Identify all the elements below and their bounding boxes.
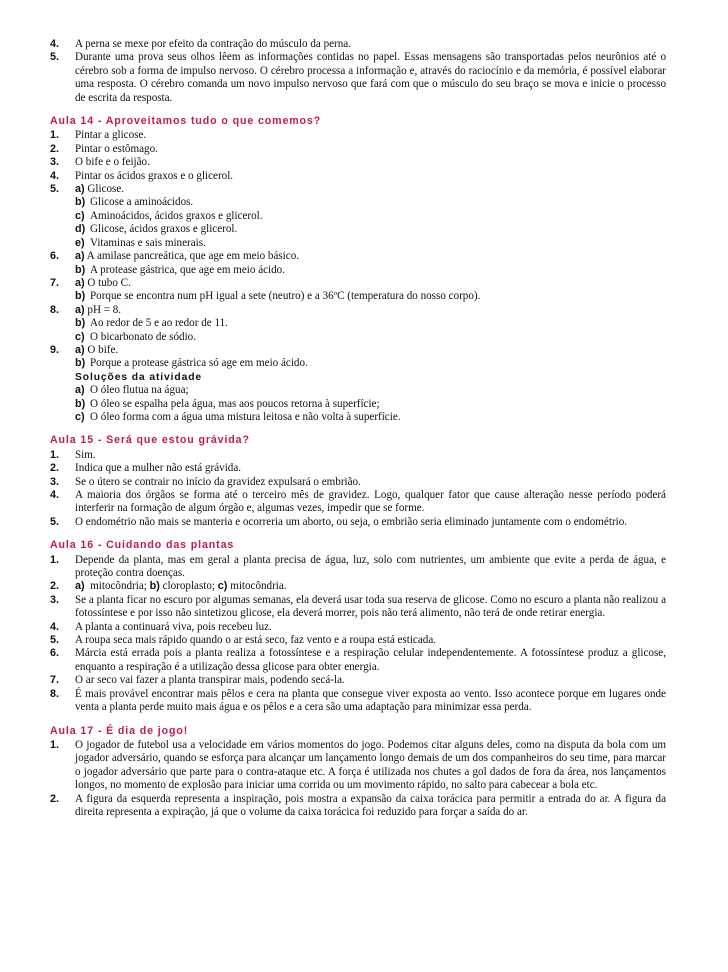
item-text: Márcia está errada pois a planta realiza a fotossíntese e a respiração celular independentemente. A fotossíntese produz a glicose, enquanto a respiração é a utilização dessa glicose para obter energia. (75, 647, 666, 673)
sub-letter: a) (75, 580, 85, 593)
answer-item (50, 344, 666, 357)
answer-item (50, 554, 666, 581)
sub-answer (50, 357, 666, 370)
item-number: 1. (50, 448, 60, 461)
sub-text: cloroplasto; (162, 580, 216, 593)
sub-text: Porque a protease gástrica só age em meio ácido. (90, 357, 308, 370)
item-number: 5. (50, 51, 60, 64)
answer-item (50, 647, 666, 674)
sub-letter: b) (75, 290, 86, 303)
item-number: 4. (50, 169, 60, 182)
answer-item (50, 277, 666, 290)
item-number: 3. (50, 593, 60, 606)
item-number: 4. (50, 489, 60, 501)
item-number: 1. (50, 129, 60, 142)
item-number: 3. (50, 156, 60, 169)
item-number: 7. (50, 276, 60, 289)
sub-answer (50, 196, 666, 209)
answer-item (50, 516, 666, 529)
sub-text: Aminoácidos, ácidos graxos e glicerol. (90, 209, 263, 222)
answer-item (50, 143, 666, 156)
sub-letter: c) (217, 580, 228, 593)
sub-answer (50, 237, 666, 250)
item-number: 4. (50, 620, 60, 633)
sub-letter: d) (75, 223, 86, 236)
sub-answer (50, 384, 666, 397)
item-number: 5. (50, 634, 60, 647)
sub-letter: a) (75, 183, 85, 196)
sub-letter: c) (75, 209, 85, 222)
sub-text: Glicose. (87, 183, 125, 196)
sub-answer (50, 210, 666, 223)
sub-text: A protease gástrica, que age em meio ácido. (90, 263, 285, 276)
sub-letter: b) (75, 357, 86, 370)
item-number: 5. (50, 183, 60, 196)
item-text: Durante uma prova seus olhos lêem as informações contidas no papel. Essas mensagens são transportadas pelos neurônios até o cérebro sob a forma de impulso nervoso. O cérebro processa a informação e, através do raciocínio e da memória, é possível elaborar uma resposta. O cérebro comanda um novo impulso nervoso que fará com que o músculo do seu braço se mova e inicie o processo de escrita da resposta. (75, 51, 666, 104)
item-number: 3. (50, 475, 60, 488)
solutions-heading: Soluções da atividade (75, 371, 203, 383)
answer-item (50, 489, 666, 516)
sub-text: O óleo se espalha pela água, mas aos poucos retorna à superfície; (90, 397, 380, 410)
sub-text: O óleo flutua na água; (90, 384, 189, 397)
answer-item (50, 793, 666, 820)
sub-letter: a) (75, 384, 85, 397)
sub-answer (50, 223, 666, 236)
sub-letter: b) (75, 397, 86, 410)
item-number: 6. (50, 647, 60, 660)
sub-letter: c) (75, 330, 85, 343)
item-text: A maioria dos órgãos se forma até o terceiro mês de gravidez. Logo, qualquer fator que cause alteração nesse período poderá interferir na formação de algum órgão e, algumas vezes, impedir que se forme. (75, 489, 666, 515)
answer-item (50, 51, 666, 105)
answer-item (50, 674, 666, 687)
answer-item (50, 594, 666, 621)
answer-item (50, 304, 666, 317)
sub-answer (50, 317, 666, 330)
sub-letter: b) (75, 263, 86, 276)
answer-item (50, 462, 666, 475)
sub-answer (50, 264, 666, 277)
sub-text: Glicose, ácidos graxos e glicerol. (90, 223, 238, 236)
sub-text: O bife. (87, 343, 119, 356)
sub-text: Glicose a aminoácidos. (90, 196, 194, 209)
item-text: Pintar a glicose. (75, 129, 147, 142)
answer-item (50, 250, 666, 263)
answer-item (50, 38, 666, 51)
item-number: 2. (50, 792, 60, 805)
answer-item (50, 183, 666, 196)
sub-letter: a) (75, 250, 85, 263)
item-text: A planta a continuará viva, pois recebeu luz. (75, 620, 272, 633)
item-text: O jogador de futebol usa a velocidade em vários momentos do jogo. Podemos citar alguns deles, como na disputa da bola com um jogador adversário, quando se esforça para alcançar um lançamento longo demais de um dos companheiros do seu time, para marcar o jogador adversário que parte para o contra-ataque etc. A força é utilizada nos chutes a gol dados de fora da área, nos lançamentos longos, no momento de explosão para iniciar uma corrida ou um movimento rápido, no salto para cabecear a bola etc. (75, 738, 666, 792)
item-text: O ar seco vai fazer a planta transpirar mais, podendo secá-la. (75, 674, 345, 687)
item-number: 9. (50, 343, 60, 356)
item-number: 1. (50, 738, 60, 751)
answer-item (50, 621, 666, 634)
item-text: A roupa seca mais rápido quando o ar está seco, faz vento e a roupa está esticada. (75, 634, 437, 647)
item-number: 8. (50, 303, 60, 316)
item-text: O endométrio não mais se manteria e ocorreria um aborto, ou seja, o embrião seria eliminado juntamente com o endométrio. (75, 515, 628, 528)
answer-item (50, 449, 666, 462)
answer-item (50, 634, 666, 647)
sub-answer (50, 398, 666, 411)
sub-letter: b) (149, 580, 160, 593)
item-number: 7. (50, 674, 60, 687)
sub-letter: b) (75, 196, 86, 209)
sub-text: O tubo C. (87, 276, 131, 289)
item-text: Indica que a mulher não está grávida. (75, 462, 242, 475)
item-number: 1. (50, 553, 60, 566)
sub-answer (50, 411, 666, 424)
item-text: Sim. (75, 448, 96, 461)
item-text: É mais provável encontrar mais pêlos e cera na planta que consegue viver exposta ao vento. Isso acontece porque em lugares onde venta a planta perde muito mais água e os pêlos e a cera são uma adaptação para minimizar essa perda. (75, 687, 666, 714)
answer-item (50, 170, 666, 183)
sub-answer (50, 290, 666, 303)
sub-letter: e) (75, 236, 85, 249)
item-text: Se a planta ficar no escuro por algumas semanas, ela deverá usar toda sua reserva de glicose. Como no escuro a planta não realizou a fotossíntese e por isso não sintetizou glicose, ela deverá morrer, pois não terá alimento, não terá de onde retirar energia. (75, 593, 666, 620)
item-text: A figura da esquerda representa a inspiração, pois mostra a expansão da caixa torácica para permitir a entrada do ar. A figura da direita representa a expiração, já que o volume da caixa torácica foi reduzido para forçar a saída do ar. (75, 792, 666, 818)
sub-text: pH = 8. (87, 303, 122, 316)
answer-item (50, 476, 666, 489)
sub-text: Vitaminas e sais minerais. (90, 236, 206, 249)
item-number: 8. (50, 687, 60, 700)
sub-letter: b) (75, 317, 86, 330)
item-number: 5. (50, 515, 60, 528)
section-title-aula-14: Aula 14 - Aproveitamos tudo o que comemos? (50, 115, 322, 128)
item-text: Pintar o estômago. (75, 142, 158, 155)
sub-text: Ao redor de 5 e ao redor de 11. (90, 317, 228, 330)
item-number: 4. (50, 38, 60, 50)
answer-item (50, 688, 666, 715)
sub-text: mitocôndria. (230, 580, 287, 593)
section-title-aula-16: Aula 16 - Cuidando das plantas (50, 539, 235, 552)
answer-item (50, 580, 666, 593)
item-number: 2. (50, 462, 60, 475)
sub-text: A amilase pancreática, que age em meio básico. (86, 250, 300, 263)
sub-letter: a) (75, 343, 85, 356)
section-title-aula-17: Aula 17 - É dia de jogo! (50, 724, 189, 737)
answer-item (50, 156, 666, 169)
item-text: Depende da planta, mas em geral a planta precisa de água, luz, solo com nutrientes, um ambiente que evite a perda de água, e proteção contra doenças. (75, 553, 666, 580)
section-title-aula-15: Aula 15 - Será que estou grávida? (50, 434, 250, 447)
item-number: 2. (50, 142, 60, 155)
answer-item (50, 739, 666, 793)
item-text: Pintar os ácidos graxos e o glicerol. (75, 169, 234, 182)
sub-letter: c) (75, 410, 85, 423)
sub-text: O óleo forma com a água uma mistura leitosa e não volta à superfície. (90, 410, 401, 423)
item-text: A perna se mexe por efeito da contração do músculo da perna. (75, 38, 351, 50)
sub-answer (50, 331, 666, 344)
sub-text: O bicarbonato de sódio. (90, 330, 196, 343)
item-number: 2. (50, 580, 60, 593)
sub-text: mitocôndria; (90, 580, 147, 593)
item-number: 6. (50, 250, 60, 263)
item-text: Se o útero se contrair no início da gravidez expulsará o embrião. (75, 475, 361, 488)
item-text: O bife e o feijão. (75, 156, 150, 169)
sub-letter: a) (75, 303, 85, 316)
sub-text: Porque se encontra num pH igual a sete (neutro) e a 36ºC (temperatura do nosso corpo). (90, 290, 481, 303)
sub-letter: a) (75, 276, 85, 289)
answer-item (50, 129, 666, 142)
